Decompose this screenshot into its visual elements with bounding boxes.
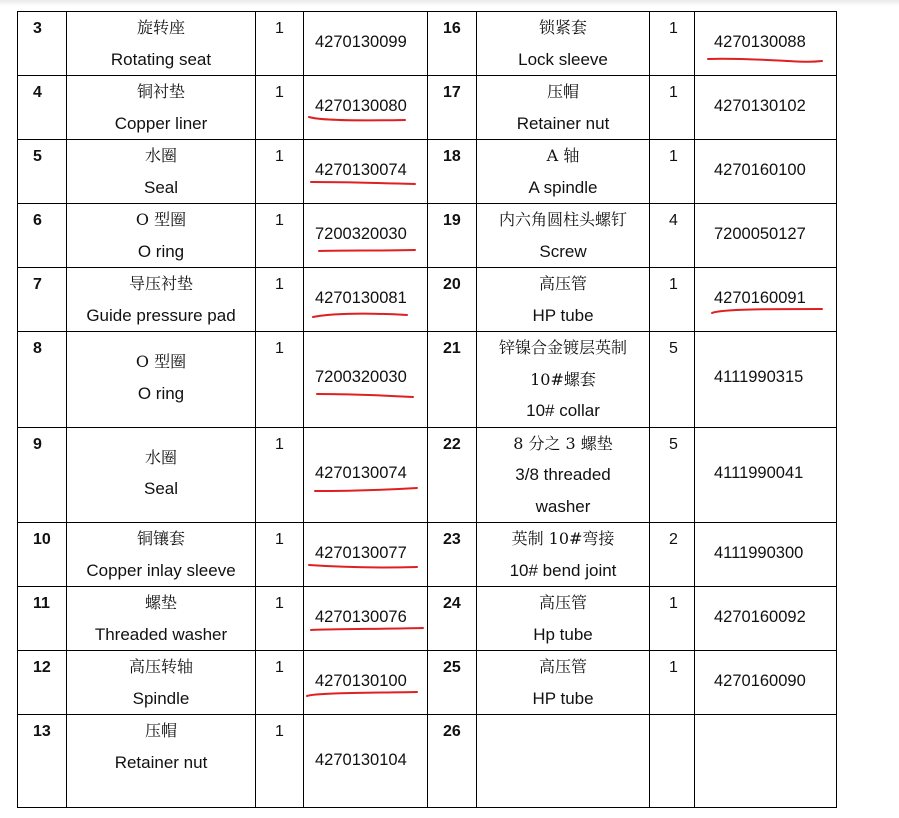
part-name-en: Copper liner bbox=[114, 113, 208, 133]
part-code bbox=[304, 427, 428, 523]
item-number: 22 bbox=[428, 427, 477, 523]
part-code bbox=[304, 715, 428, 808]
part-code bbox=[695, 204, 837, 268]
quantity: 5 bbox=[650, 427, 695, 523]
part-code-text: 4270130074 bbox=[315, 161, 407, 179]
part-code bbox=[695, 427, 837, 523]
part-name bbox=[67, 587, 256, 651]
part-name-cn: 铜衬垫 bbox=[136, 82, 185, 101]
part-code bbox=[304, 651, 428, 715]
part-code bbox=[695, 523, 837, 587]
item-number: 26 bbox=[428, 715, 477, 808]
item-number: 13 bbox=[18, 715, 67, 808]
part-name bbox=[67, 427, 256, 523]
part-code-text: 4270130076 bbox=[315, 608, 407, 626]
part-code-text: 4270160091 bbox=[714, 289, 806, 307]
part-name bbox=[67, 523, 256, 587]
part-name-en: 3/8 threaded bbox=[515, 465, 611, 484]
part-code bbox=[304, 76, 428, 140]
quantity: 1 bbox=[650, 12, 695, 76]
table-row bbox=[18, 587, 837, 651]
part-code bbox=[695, 140, 837, 204]
item-number: 9 bbox=[18, 427, 67, 523]
quantity: 1 bbox=[256, 587, 304, 651]
part-name-en: Retainer nut bbox=[114, 752, 208, 772]
part-code-text: 4270130088 bbox=[714, 33, 806, 51]
part-name bbox=[477, 12, 650, 76]
part-code-text: 4270130100 bbox=[315, 672, 407, 690]
part-name-en: Hp tube bbox=[533, 624, 593, 644]
part-code bbox=[304, 268, 428, 332]
red-underline-mark bbox=[314, 487, 418, 493]
part-name-en: Seal bbox=[143, 479, 179, 498]
part-code bbox=[304, 332, 428, 428]
red-underline-mark bbox=[318, 248, 416, 254]
part-code bbox=[695, 76, 837, 140]
table-row bbox=[18, 76, 837, 140]
part-code-text: 4111990315 bbox=[714, 368, 804, 386]
red-underline-mark bbox=[310, 180, 416, 186]
quantity: 1 bbox=[650, 140, 695, 204]
part-name bbox=[477, 587, 650, 651]
quantity: 1 bbox=[256, 12, 304, 76]
part-name bbox=[477, 427, 650, 523]
part-name-en: O ring bbox=[137, 383, 185, 403]
red-underline-mark bbox=[707, 57, 823, 63]
table-row bbox=[18, 523, 837, 587]
part-code-text: 4270160090 bbox=[714, 672, 806, 690]
part-name bbox=[67, 140, 256, 204]
part-name-en: 10# bend joint bbox=[509, 560, 617, 580]
quantity: 1 bbox=[256, 140, 304, 204]
part-name-cn: 高压管 bbox=[538, 593, 587, 612]
item-number: 18 bbox=[428, 140, 477, 204]
red-underline-mark bbox=[308, 564, 418, 570]
part-code-text: 4270130104 bbox=[315, 751, 407, 769]
quantity: 1 bbox=[256, 268, 304, 332]
part-code bbox=[304, 587, 428, 651]
part-name-cn-line2: 10#螺套 bbox=[530, 369, 596, 389]
part-code-text: 4270160092 bbox=[714, 608, 806, 626]
part-code bbox=[695, 268, 837, 332]
part-name-cn: A 轴 bbox=[546, 146, 580, 165]
part-code-text: 4270130077 bbox=[315, 544, 407, 562]
quantity: 5 bbox=[650, 332, 695, 428]
part-code-text: 4270130102 bbox=[714, 97, 806, 115]
table-row bbox=[18, 12, 837, 76]
red-underline-mark bbox=[711, 308, 823, 314]
part-name-en: O ring bbox=[137, 241, 185, 261]
item-number: 10 bbox=[18, 523, 67, 587]
part-name-en: Guide pressure pad bbox=[86, 305, 236, 325]
item-number: 6 bbox=[18, 204, 67, 268]
quantity: 1 bbox=[256, 332, 304, 428]
part-name-en: Threaded washer bbox=[94, 624, 228, 644]
table-row bbox=[18, 715, 837, 808]
part-code-text: 4270130074 bbox=[315, 463, 407, 482]
red-underline-mark bbox=[310, 627, 424, 633]
part-name bbox=[477, 715, 650, 808]
part-code-text: 4270130080 bbox=[315, 97, 407, 115]
item-number: 8 bbox=[18, 332, 67, 428]
item-number: 17 bbox=[428, 76, 477, 140]
table-row bbox=[18, 651, 837, 715]
part-name-en: Spindle bbox=[132, 688, 190, 708]
quantity: 2 bbox=[650, 523, 695, 587]
part-name-en-line2: washer bbox=[535, 496, 591, 516]
quantity: 1 bbox=[256, 523, 304, 587]
item-number: 19 bbox=[428, 204, 477, 268]
part-name-cn: 螺垫 bbox=[144, 593, 177, 612]
part-name bbox=[67, 268, 256, 332]
part-name-cn: 锁紧套 bbox=[538, 18, 587, 37]
item-number: 4 bbox=[18, 76, 67, 140]
part-name-cn: 水圈 bbox=[144, 447, 177, 467]
part-name bbox=[67, 332, 256, 428]
part-code-text: 7200320030 bbox=[315, 225, 407, 243]
part-code-text: 4270160100 bbox=[714, 161, 806, 179]
quantity bbox=[650, 715, 695, 808]
red-underline-mark bbox=[306, 691, 418, 697]
part-name-en: Lock sleeve bbox=[518, 49, 608, 69]
quantity: 1 bbox=[256, 651, 304, 715]
red-underline-mark bbox=[316, 393, 414, 399]
part-name-cn: O 型圈 bbox=[135, 352, 187, 371]
part-name bbox=[477, 204, 650, 268]
part-name bbox=[67, 204, 256, 268]
part-name-en: HP tube bbox=[532, 305, 594, 325]
item-number: 12 bbox=[18, 651, 67, 715]
quantity: 1 bbox=[650, 76, 695, 140]
quantity: 1 bbox=[650, 268, 695, 332]
part-code bbox=[304, 12, 428, 76]
item-number: 7 bbox=[18, 268, 67, 332]
part-name-cn: 导压衬垫 bbox=[128, 274, 193, 293]
part-code bbox=[304, 204, 428, 268]
quantity: 4 bbox=[650, 204, 695, 268]
item-number: 3 bbox=[18, 12, 67, 76]
part-name-en: 10# collar bbox=[526, 401, 600, 420]
quantity: 1 bbox=[256, 427, 304, 523]
part-name bbox=[477, 140, 650, 204]
item-number: 21 bbox=[428, 332, 477, 428]
quantity: 1 bbox=[650, 651, 695, 715]
part-code bbox=[695, 715, 837, 808]
item-number: 5 bbox=[18, 140, 67, 204]
part-name bbox=[477, 332, 650, 428]
part-name bbox=[477, 651, 650, 715]
part-code-text: 4270130099 bbox=[315, 33, 407, 51]
part-name-cn: 高压转轴 bbox=[128, 657, 193, 676]
red-underline-mark bbox=[308, 116, 406, 122]
part-name bbox=[67, 12, 256, 76]
table-row bbox=[18, 332, 837, 428]
part-name bbox=[67, 76, 256, 140]
part-name-cn: 高压管 bbox=[538, 274, 587, 293]
part-name-cn: 8 分之 3 螺垫 bbox=[513, 433, 613, 453]
table-row bbox=[18, 204, 837, 268]
part-code-text: 4111990041 bbox=[714, 463, 804, 482]
table-row bbox=[18, 427, 837, 523]
red-underline-mark bbox=[312, 312, 408, 318]
item-number: 11 bbox=[18, 587, 67, 651]
part-name-cn: 压帽 bbox=[546, 82, 579, 101]
part-name-cn: 压帽 bbox=[144, 721, 177, 740]
table-row bbox=[18, 268, 837, 332]
part-code bbox=[304, 523, 428, 587]
part-name-cn: 高压管 bbox=[538, 657, 587, 676]
page-top-strip bbox=[0, 0, 899, 6]
part-name-en: Copper inlay sleeve bbox=[86, 560, 236, 580]
quantity: 1 bbox=[650, 587, 695, 651]
quantity: 1 bbox=[256, 76, 304, 140]
item-number: 23 bbox=[428, 523, 477, 587]
part-name-cn: 锌镍合金镀层英制 bbox=[498, 338, 627, 357]
item-number: 24 bbox=[428, 587, 477, 651]
part-name bbox=[67, 715, 256, 808]
part-code-text: 4270130081 bbox=[315, 289, 407, 307]
parts-list-table bbox=[17, 11, 837, 808]
part-name-en: A spindle bbox=[528, 177, 598, 197]
quantity: 1 bbox=[256, 204, 304, 268]
part-name-cn: 内六角圆柱头螺钉 bbox=[498, 210, 627, 229]
part-name-en: HP tube bbox=[532, 688, 594, 708]
part-name-en: Screw bbox=[539, 241, 587, 261]
part-name-en: Rotating seat bbox=[110, 49, 212, 69]
part-name bbox=[477, 523, 650, 587]
part-name bbox=[67, 651, 256, 715]
part-code bbox=[304, 140, 428, 204]
quantity: 1 bbox=[256, 715, 304, 808]
part-code-text: 7200050127 bbox=[714, 225, 806, 243]
part-code bbox=[695, 12, 837, 76]
part-code bbox=[695, 587, 837, 651]
part-name-cn: 旋转座 bbox=[136, 18, 185, 37]
table-row bbox=[18, 140, 837, 204]
part-code-text: 7200320030 bbox=[315, 368, 407, 386]
part-name-cn: 铜镶套 bbox=[136, 529, 185, 548]
part-name bbox=[477, 76, 650, 140]
part-code bbox=[695, 332, 837, 428]
part-code-text: 4111990300 bbox=[714, 544, 804, 562]
part-name-cn: 水圈 bbox=[144, 146, 177, 165]
part-name-en: Retainer nut bbox=[516, 113, 610, 133]
item-number: 16 bbox=[428, 12, 477, 76]
part-name bbox=[477, 268, 650, 332]
item-number: 25 bbox=[428, 651, 477, 715]
part-name-en: Seal bbox=[143, 177, 179, 197]
part-code bbox=[695, 651, 837, 715]
item-number: 20 bbox=[428, 268, 477, 332]
part-name-cn: 英制 10#弯接 bbox=[511, 529, 615, 548]
part-name-cn: O 型圈 bbox=[135, 210, 187, 229]
